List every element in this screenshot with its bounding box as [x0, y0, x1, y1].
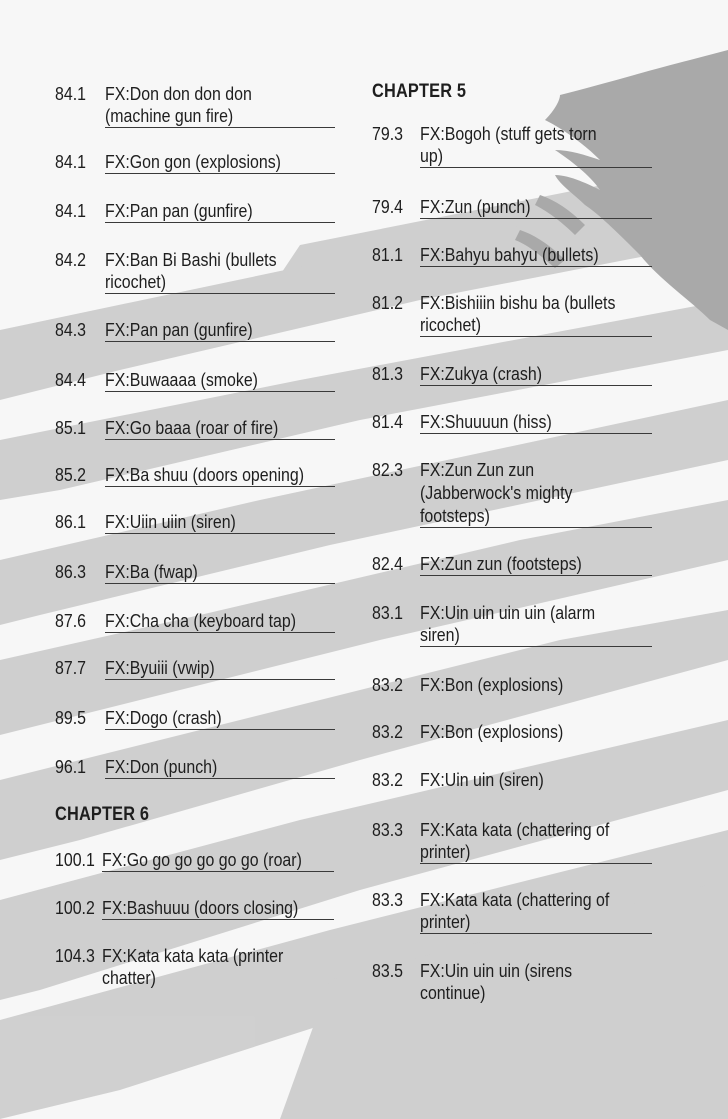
page-number: 85.2	[55, 464, 86, 485]
fx-text: FX:Uin uin uin (sirens	[420, 960, 573, 981]
underline	[420, 385, 652, 386]
fx-text: FX:Bon (explosions)	[420, 674, 564, 695]
fx-text: footsteps)	[420, 505, 490, 526]
underline	[420, 575, 652, 576]
fx-text: FX:Zun (punch)	[420, 196, 531, 217]
fx-text: FX:Go go go go go go (roar)	[102, 849, 302, 870]
underline	[420, 266, 652, 267]
underline	[102, 919, 334, 920]
fx-text: FX:Cha cha (keyboard tap)	[105, 610, 297, 631]
page-number: 81.3	[372, 363, 403, 384]
underline	[105, 729, 335, 730]
fx-text: FX:Ba (fwap)	[105, 561, 198, 582]
fx-text: FX:Don (punch)	[105, 756, 218, 777]
fx-text: up)	[420, 145, 444, 166]
page-number: 100.1	[55, 849, 95, 870]
page-number: 84.4	[55, 369, 86, 390]
fx-text: printer)	[420, 841, 471, 862]
page-number: 84.2	[55, 249, 86, 270]
fx-text: FX:Kata kata kata (printer	[102, 945, 284, 966]
underline	[105, 293, 335, 294]
page-number: 81.2	[372, 292, 403, 313]
fx-text: ricochet)	[420, 314, 482, 335]
fx-text: FX:Bahyu bahyu (bullets)	[420, 244, 599, 265]
fx-text: printer)	[420, 911, 471, 932]
underline	[420, 336, 652, 337]
underline	[420, 527, 652, 528]
underline	[102, 871, 334, 872]
fx-text: FX:Uiin uiin (siren)	[105, 511, 236, 532]
page-number: 84.1	[55, 83, 86, 104]
chapter-heading: CHAPTER 5	[372, 81, 467, 102]
underline	[420, 218, 652, 219]
page-number: 96.1	[55, 756, 86, 777]
page-number: 81.4	[372, 411, 403, 432]
underline	[105, 173, 335, 174]
fx-text: FX:Bashuuu (doors closing)	[102, 897, 299, 918]
fx-text: FX:Pan pan (gunfire)	[105, 319, 253, 340]
page-number: 83.3	[372, 889, 403, 910]
page-number: 87.6	[55, 610, 86, 631]
fx-text: FX:Pan pan (gunfire)	[105, 200, 253, 221]
fx-text: FX:Zun zun (footsteps)	[420, 553, 582, 574]
fx-text: (Jabberwock's mighty	[420, 482, 573, 503]
fx-text: FX:Ban Bi Bashi (bullets	[105, 249, 277, 270]
underline	[105, 583, 335, 584]
page-number: 82.4	[372, 553, 403, 574]
fx-text: continue)	[420, 982, 486, 1003]
page-number: 86.3	[55, 561, 86, 582]
fx-text: FX:Kata kata (chattering of	[420, 889, 610, 910]
page-number: 85.1	[55, 417, 86, 438]
page-number: 83.2	[372, 674, 403, 695]
page-number: 84.3	[55, 319, 86, 340]
fx-text: FX:Uin uin (siren)	[420, 769, 544, 790]
fx-text: (machine gun fire)	[105, 105, 234, 126]
page-number: 82.3	[372, 459, 403, 480]
underline	[420, 863, 652, 864]
page-number: 89.5	[55, 707, 86, 728]
fx-text: FX:Uin uin uin uin (alarm	[420, 602, 596, 623]
fx-text: FX:Zukya (crash)	[420, 363, 542, 384]
fx-text: ricochet)	[105, 271, 167, 292]
page-number: 84.1	[55, 151, 86, 172]
fx-text: FX:Bogoh (stuff gets torn	[420, 123, 597, 144]
hand-silhouette	[515, 50, 728, 330]
underline	[105, 679, 335, 680]
fx-text: FX:Zun Zun zun	[420, 459, 535, 480]
page-number: 83.3	[372, 819, 403, 840]
fx-text: FX:Buwaaaa (smoke)	[105, 369, 258, 390]
underline	[105, 222, 335, 223]
fx-text: FX:Gon gon (explosions)	[105, 151, 281, 172]
fx-text: FX:Go baaa (roar of fire)	[105, 417, 279, 438]
page-number: 81.1	[372, 244, 403, 265]
fx-text: FX:Bishiiin bishu ba (bullets	[420, 292, 616, 313]
page-number: 79.4	[372, 196, 403, 217]
underline	[105, 632, 335, 633]
fx-text: FX:Bon (explosions)	[420, 721, 564, 742]
fx-text: FX:Dogo (crash)	[105, 707, 222, 728]
fx-text: FX:Byuiii (vwip)	[105, 657, 215, 678]
fx-text: chatter)	[102, 967, 156, 988]
underline	[420, 433, 652, 434]
underline	[105, 439, 335, 440]
underline	[420, 646, 652, 647]
page-number: 83.5	[372, 960, 403, 981]
underline	[105, 341, 335, 342]
underline	[420, 933, 652, 934]
page-number: 86.1	[55, 511, 86, 532]
page-number: 83.2	[372, 721, 403, 742]
underline	[105, 778, 335, 779]
underline	[105, 533, 335, 534]
page-number: 100.2	[55, 897, 95, 918]
page-number: 83.1	[372, 602, 403, 623]
underline	[105, 127, 335, 128]
page-number: 84.1	[55, 200, 86, 221]
fx-text: FX:Ba shuu (doors opening)	[105, 464, 304, 485]
page-number: 87.7	[55, 657, 86, 678]
fx-text: FX:Shuuuun (hiss)	[420, 411, 552, 432]
fx-text: siren)	[420, 624, 460, 645]
underline	[420, 167, 652, 168]
underline	[105, 486, 335, 487]
page-number: 79.3	[372, 123, 403, 144]
fx-text: FX:Kata kata (chattering of	[420, 819, 610, 840]
fx-text: FX:Don don don don	[105, 83, 252, 104]
chapter-heading: CHAPTER 6	[55, 804, 150, 825]
page-number: 104.3	[55, 945, 95, 966]
underline	[105, 391, 335, 392]
page-number: 83.2	[372, 769, 403, 790]
